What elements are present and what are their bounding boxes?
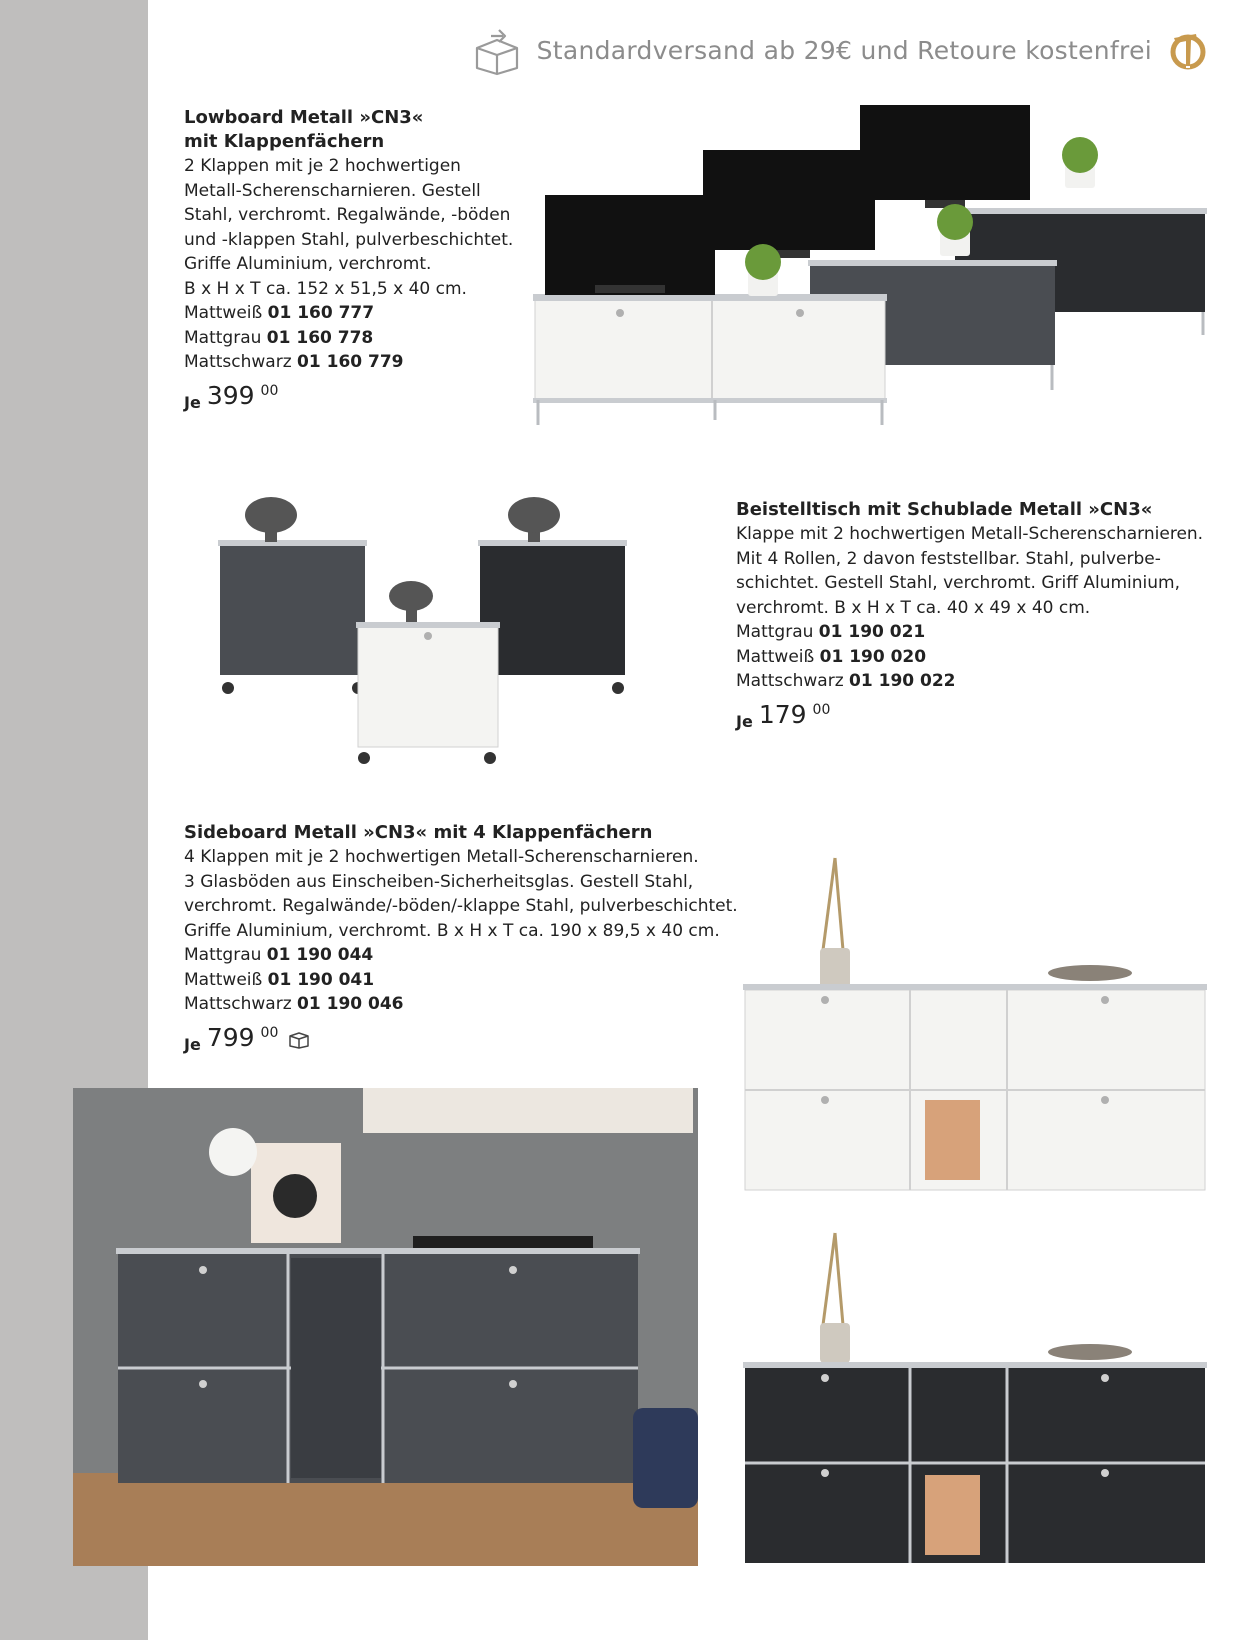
price-cents: 00	[812, 701, 831, 718]
price-prefix: Je	[184, 392, 201, 412]
article-number: 01 190 022	[849, 671, 956, 691]
article-number: 01 160 778	[266, 327, 374, 348]
shipping-text: Standardversand ab 29€ und Retoure kostenfrei	[536, 35, 1152, 65]
article-number: 01 190 020	[819, 646, 927, 667]
variant-color: Mattweiß	[184, 303, 263, 323]
price-prefix: Je	[736, 711, 753, 731]
variant-row	[184, 350, 513, 375]
product-description: Griffe Aluminium, verchromt. B x H x T ca. 190 x 89,5 x 40 cm.	[184, 920, 720, 941]
price-euros: 399	[206, 380, 255, 410]
price-prefix: Je	[184, 1034, 201, 1054]
lowboard-product-info	[184, 106, 513, 415]
product-description: Stahl, verchromt. Regalwände, -böden	[184, 205, 511, 225]
variant-color: Mattgrau	[736, 622, 814, 642]
product-description: B x H x T ca. 152 x 51,5 x 40 cm.	[184, 278, 467, 299]
price-cents: 00	[260, 382, 279, 399]
product-description: verchromt. Regalwände/-böden/-klappe Stahl, pulverbeschichtet.	[184, 896, 738, 916]
variant-color: Mattgrau	[184, 945, 262, 965]
sideboard-room-photo	[73, 1088, 698, 1566]
product-description: Mit 4 Rollen, 2 davon feststellbar. Stahl, pulverbe-	[736, 548, 1161, 569]
variant-color: Mattschwarz	[184, 994, 292, 1014]
price	[184, 1023, 738, 1058]
product-description: 2 Klappen mit je 2 hochwertigen	[184, 156, 461, 176]
shipping-box-icon	[471, 24, 523, 76]
price	[736, 700, 1203, 735]
variant-row	[736, 669, 1203, 694]
variant-row	[184, 992, 738, 1017]
product-title: Lowboard Metall »CN3«	[184, 107, 424, 128]
product-description: Klappe mit 2 hochwertigen Metall-Scherenscharnieren.	[736, 524, 1204, 544]
product-title: mit Klappenfächern	[184, 131, 385, 152]
variant-color: Mattschwarz	[736, 671, 844, 691]
sideboard-product-info	[184, 821, 738, 1057]
article-number: 01 190 046	[297, 994, 404, 1014]
product-title: Beistelltisch mit Schublade Metall »CN3«	[736, 499, 1153, 520]
article-number: 01 160 779	[297, 352, 404, 372]
price	[184, 381, 513, 416]
variant-row	[184, 943, 738, 968]
article-number: 01 190 044	[266, 945, 374, 965]
article-number: 01 160 777	[267, 303, 375, 323]
shipping-banner	[471, 20, 1210, 80]
lowboard-product-image	[525, 100, 1215, 445]
product-description: 4 Klappen mit je 2 hochwertigen Metall-Scherenscharnieren.	[184, 847, 699, 867]
article-number: 01 190 041	[267, 969, 375, 990]
product-description: und -klappen Stahl, pulverbeschichtet.	[184, 229, 514, 250]
product-description: verchromt. B x H x T ca. 40 x 49 x 40 cm.	[736, 597, 1091, 618]
price-cents: 00	[260, 1024, 279, 1041]
variant-row	[184, 968, 738, 993]
variant-color: Mattschwarz	[184, 352, 292, 372]
delivery-package-icon	[288, 1031, 310, 1049]
price-euros: 799	[206, 1022, 255, 1052]
variant-row	[184, 301, 513, 326]
article-number: 01 190 021	[818, 622, 926, 642]
variant-row	[736, 645, 1203, 670]
sideboard-black-product-image	[735, 1225, 1215, 1580]
price-euros: 179	[758, 699, 807, 729]
tchibo-logo[interactable]	[1166, 28, 1210, 72]
product-description: schichtet. Gestell Stahl, verchromt. Griff Aluminium,	[736, 573, 1181, 593]
product-description: 3 Glasböden aus Einscheiben-Sicherheitsglas. Gestell Stahl,	[184, 871, 694, 892]
sideboard-white-product-image	[735, 850, 1215, 1210]
variant-row	[184, 326, 513, 351]
side-table-product-image	[210, 470, 640, 770]
variant-color: Mattweiß	[184, 969, 263, 990]
variant-row	[736, 620, 1203, 645]
product-description: Metall-Scherenscharnieren. Gestell	[184, 180, 481, 201]
variant-color: Mattgrau	[184, 327, 262, 348]
product-title: Sideboard Metall »CN3« mit 4 Klappenfächern	[184, 822, 653, 843]
side-table-product-info	[736, 498, 1203, 734]
variant-color: Mattweiß	[736, 646, 815, 667]
product-description: Griffe Aluminium, verchromt.	[184, 254, 432, 274]
